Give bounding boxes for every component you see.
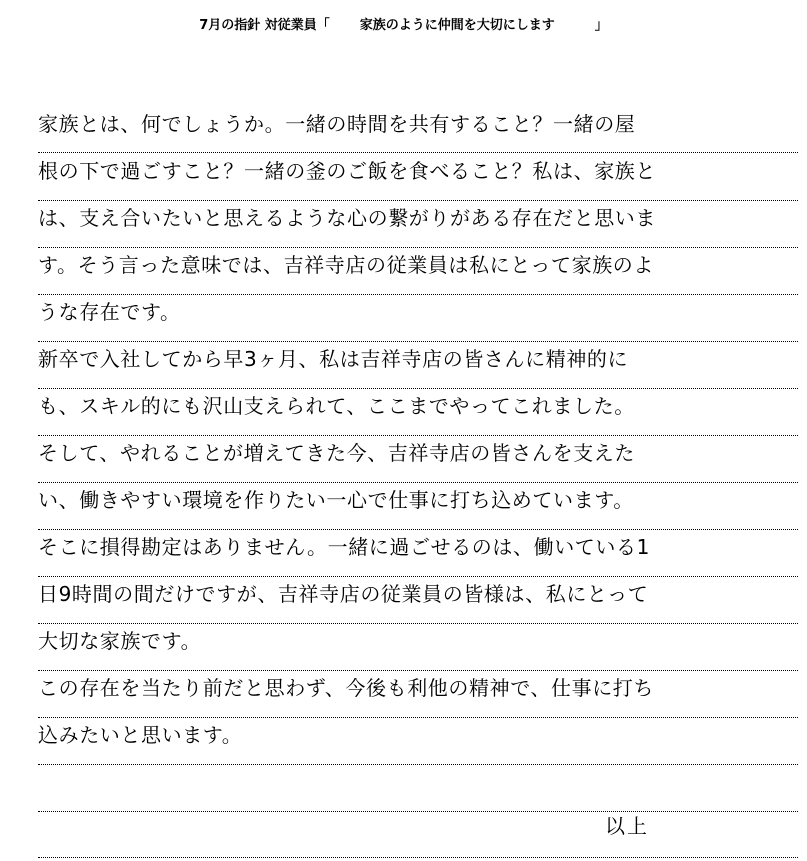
ruled-line — [38, 764, 798, 765]
text-line: は、支え合いたいと思えるような心の繋がりがある存在だと思いま — [38, 206, 656, 230]
ruled-line — [38, 388, 798, 389]
text-line: 家族とは、何でしょうか。一緒の時間を共有すること？一緒の屋 — [38, 112, 636, 136]
text-line: 込みたいと思います。 — [38, 723, 243, 747]
text-line: 日9時間の間だけですが、吉祥寺店の従業員の皆様は、私にとって — [38, 582, 649, 606]
ruled-line — [38, 435, 798, 436]
text-line: い、働きやすい環境を作りたい一心で仕事に打ち込めています。 — [38, 488, 634, 512]
text-line: この存在を当たり前だと思わず、今後も利他の精神で、仕事に打ち — [38, 676, 654, 700]
document-title — [0, 14, 807, 33]
title-close: 」 — [594, 18, 608, 33]
text-line: す。そう言った意味では、吉祥寺店の従業員は私にとって家族のよ — [38, 253, 654, 277]
ruled-line — [38, 623, 798, 624]
ruled-line — [38, 247, 798, 248]
ruled-line — [38, 152, 798, 153]
title-prefix: 7月の指針 対従業員「 — [199, 18, 330, 33]
ruled-line — [38, 811, 798, 812]
text-line: うな存在です。 — [38, 300, 181, 324]
text-line: そこに損得勘定はありません。一緒に過ごせるのは、働いている1 — [38, 535, 650, 559]
ruled-line — [38, 576, 798, 577]
ruled-line — [38, 857, 798, 858]
ruled-line — [38, 482, 798, 483]
ruled-line — [38, 294, 798, 295]
text-line: そして、やれることが増えてきた今、吉祥寺店の皆さんを支えた — [38, 441, 635, 465]
text-line: 根の下で過ごすこと？一緒の釜のご飯を食べること？私は、家族と — [38, 159, 656, 183]
closing-mark: 以上 — [605, 814, 649, 838]
ruled-line — [38, 670, 798, 671]
text-line: 新卒で入社してから早3ヶ月、私は吉祥寺店の皆さんに精神的に — [38, 347, 629, 371]
ruled-line — [38, 341, 798, 342]
ruled-line — [38, 529, 798, 530]
text-line: 大切な家族です。 — [38, 629, 202, 653]
ruled-line — [38, 200, 798, 201]
title-main: 家族のように仲間を大切にします — [359, 18, 555, 33]
ruled-line — [38, 717, 798, 718]
text-line: も、スキル的にも沢山支えられて、ここまでやってこれました。 — [38, 394, 635, 418]
